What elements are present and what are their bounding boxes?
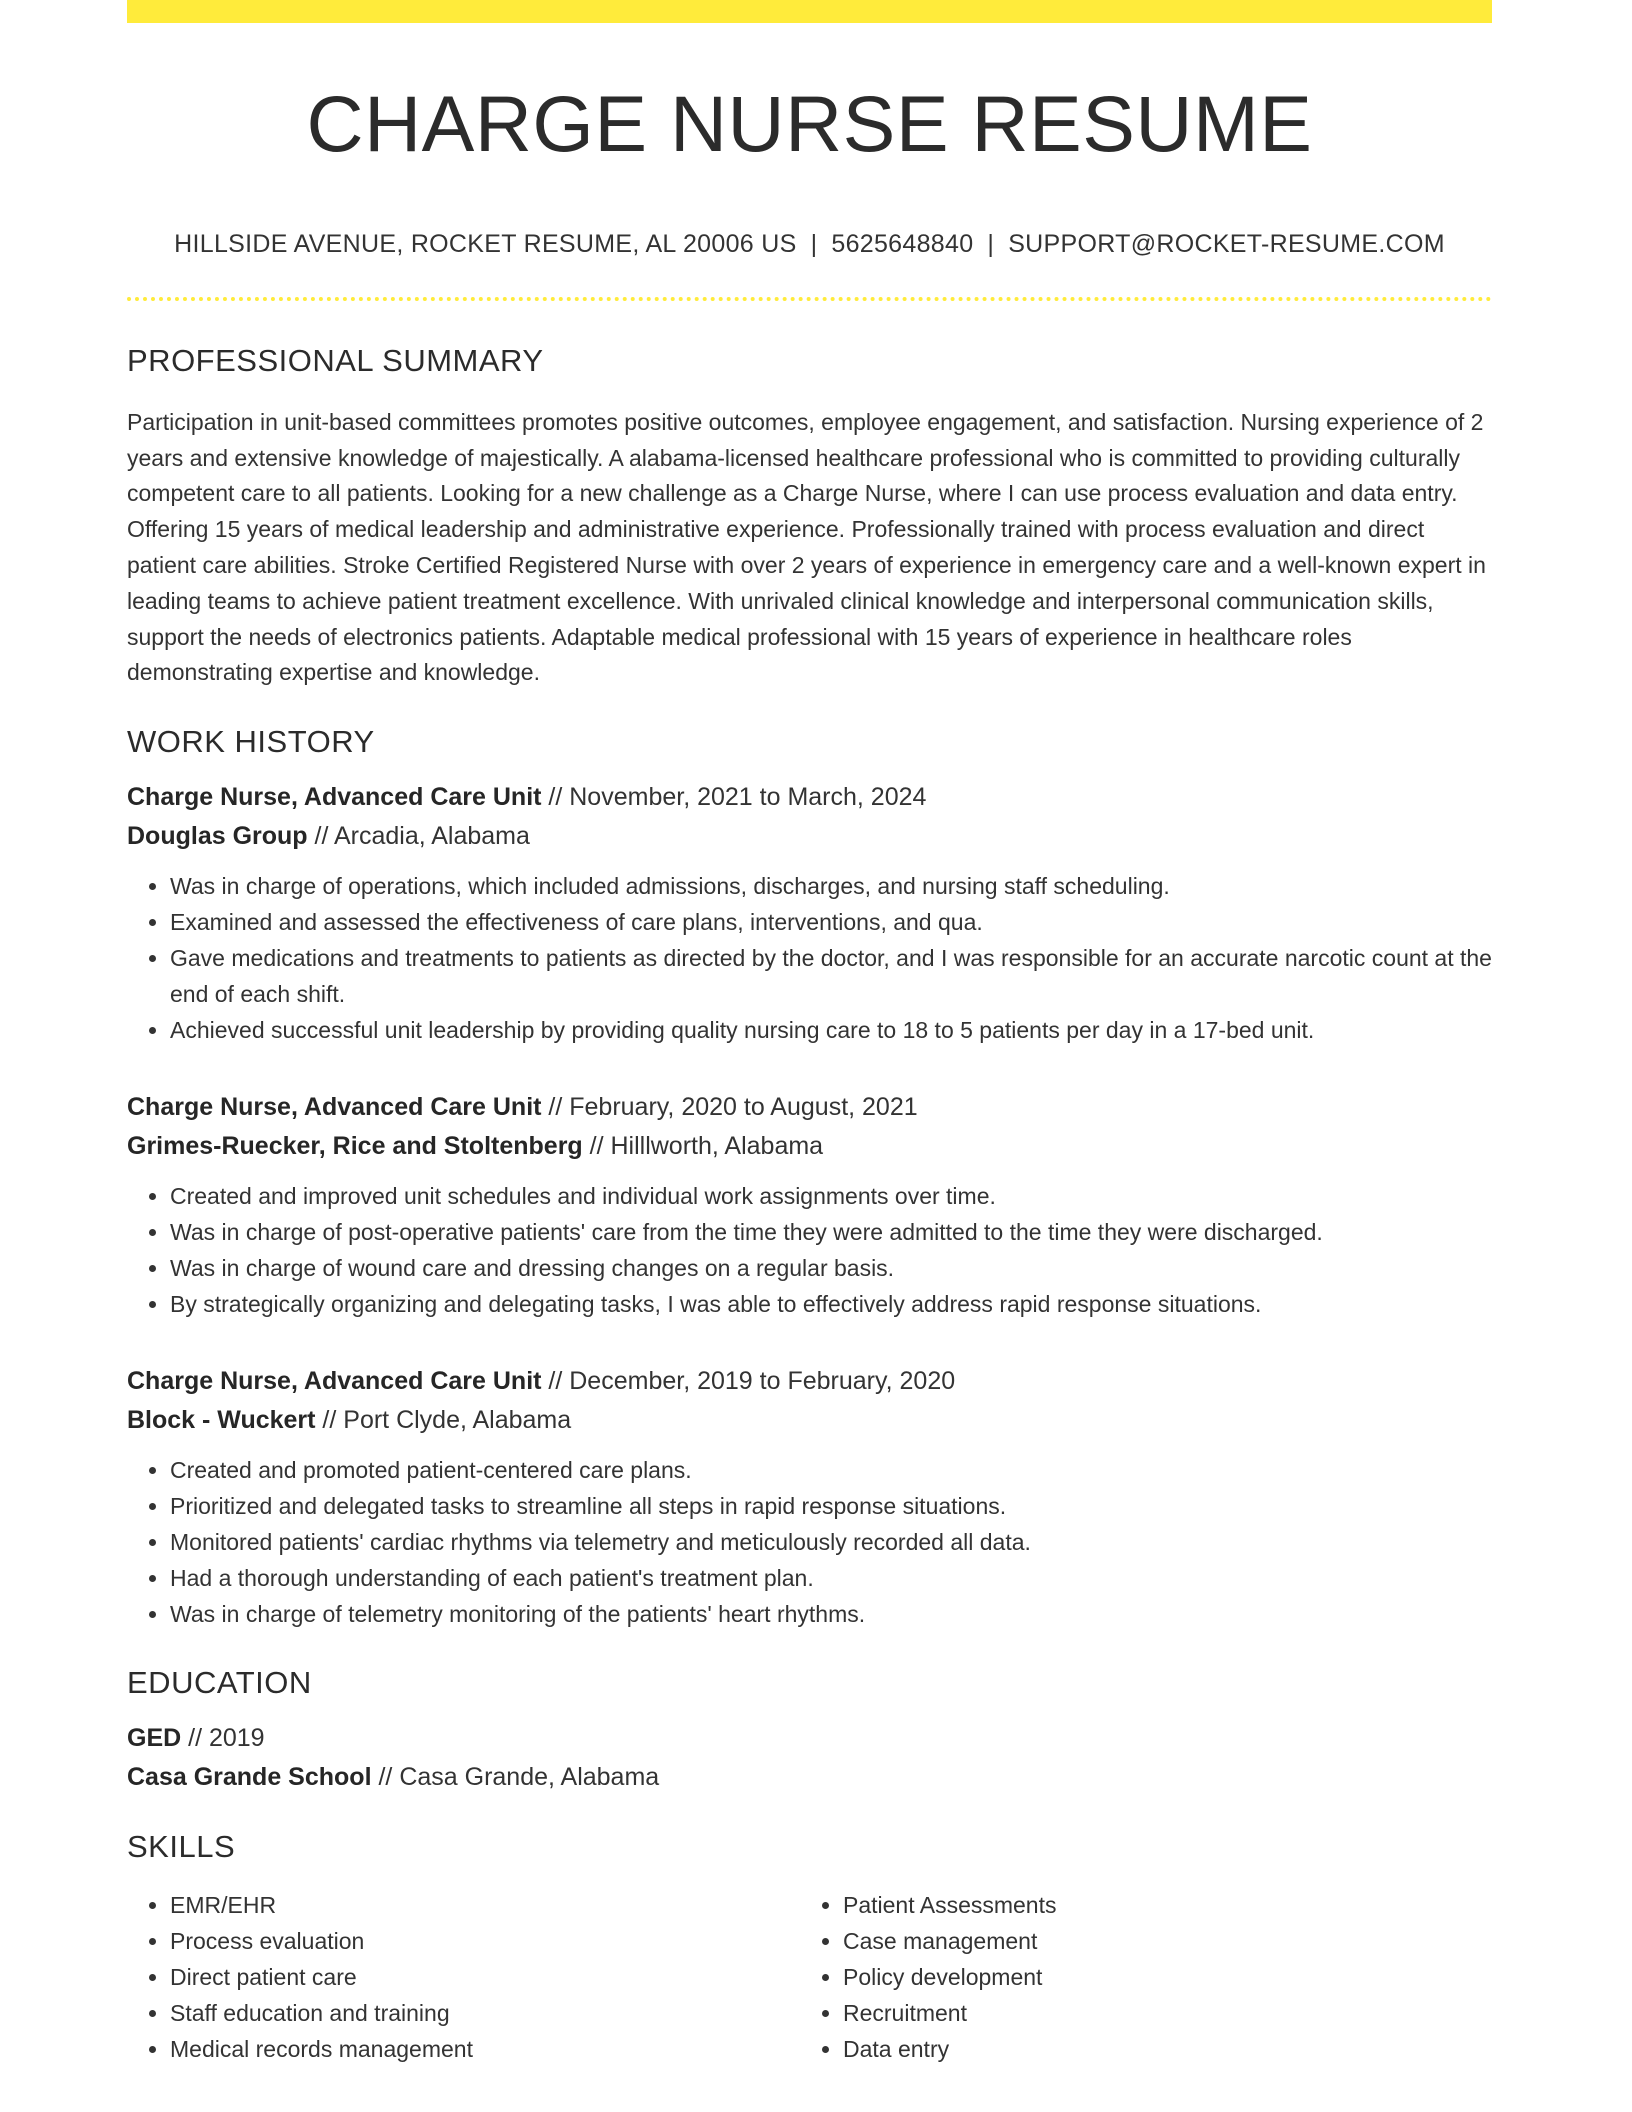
skill-item: • Staff education and training [170, 1995, 800, 2031]
education-entry [127, 1719, 1492, 1797]
job-dates: // November, 2021 to March, 2024 [541, 783, 927, 812]
school-location: // Casa Grande, Alabama [371, 1763, 660, 1792]
summary-heading: PROFESSIONAL SUMMARY [127, 342, 544, 378]
summary-text: Participation in unit-based committees promotes positive outcomes, employee engagement, and satisfaction. Nursing experience of 2 years and extensive knowledge of majestically. A alabama-licensed healthcare professional who is committed to providing culturally competent care to all patients. Looking for a new challenge as a Charge Nurse, where I can use process evaluation and data entry. Offering 15 years of medical leadership and administrative experience. Professionally trained with process evaluation and direct patient care abilities. Stroke Certified Registered Nurse with over 2 years of experience in emergency care and a well-known expert in leading teams to achieve patient treatment excellence. With unrivaled clinical knowledge and interpersonal communication skills, support the needs of electronics patients. Adaptable medical professional with 15 years of experience in healthcare roles demonstrating expertise and knowledge. [127, 408, 1486, 686]
job-entry [127, 778, 1492, 1048]
school: Casa Grande School [127, 1763, 372, 1792]
skill-item: • Patient Assessments [843, 1887, 1473, 1923]
skill-item: • Policy development [843, 1959, 1473, 1995]
job-location: // Hilllworth, Alabama [582, 1132, 824, 1161]
job-bullet: • Examined and assessed the effectiveness of care plans, interventions, and qua. [170, 904, 1492, 940]
separator: | [810, 229, 818, 258]
job-bullet: • Created and improved unit schedules and individual work assignments over time. [170, 1178, 1492, 1214]
skill-item: • Process evaluation [170, 1923, 800, 1959]
job-bullet: • Monitored patients' cardiac rhythms via telemetry and meticulously recorded all data. [170, 1524, 1492, 1560]
education-year: // 2019 [181, 1724, 265, 1753]
job-bullet: • By strategically organizing and delegating tasks, I was able to effectively address rapid response situations. [170, 1286, 1492, 1322]
job-role: Charge Nurse, Advanced Care Unit [127, 1367, 542, 1396]
job-bullet: • Was in charge of operations, which included admissions, discharges, and nursing staff scheduling. [170, 868, 1492, 904]
resume-title: CHARGE NURSE RESUME [306, 79, 1313, 168]
skill-item: • Medical records management [170, 2031, 800, 2067]
skill-item: • Recruitment [843, 1995, 1473, 2031]
job-dates: // December, 2019 to February, 2020 [541, 1367, 956, 1396]
skill-item: • Data entry [843, 2031, 1473, 2067]
job-entry [127, 1088, 1492, 1322]
job-bullets [127, 1452, 1492, 1632]
job-entry [127, 1362, 1492, 1632]
job-dates: // February, 2020 to August, 2021 [541, 1093, 918, 1122]
work-history-heading: WORK HISTORY [127, 724, 375, 760]
skill-item: • Direct patient care [170, 1959, 800, 1995]
dotted-divider [127, 297, 1492, 301]
job-bullet: • Prioritized and delegated tasks to streamline all steps in rapid response situations. [170, 1488, 1492, 1524]
phone[interactable]: 5625648840 [831, 229, 974, 258]
job-company: Douglas Group [127, 822, 308, 851]
skills-grid [127, 1887, 1492, 2067]
job-header [127, 778, 1492, 856]
job-header [127, 1088, 1492, 1166]
work-history-list [127, 778, 1492, 1632]
job-header [127, 1362, 1492, 1440]
job-bullet: • Had a thorough understanding of each patient's treatment plan. [170, 1560, 1492, 1596]
education-heading: EDUCATION [127, 1665, 312, 1701]
job-bullets [127, 868, 1492, 1048]
top-accent-bar [127, 0, 1492, 23]
job-bullet: • Was in charge of post-operative patients' care from the time they were admitted to the time they were discharged. [170, 1214, 1492, 1250]
job-bullet: • Created and promoted patient-centered care plans. [170, 1452, 1492, 1488]
address: HILLSIDE AVENUE, ROCKET RESUME, AL 20006 US [174, 229, 797, 258]
job-company: Grimes-Ruecker, Rice and Stoltenberg [127, 1132, 583, 1161]
job-bullet: • Was in charge of wound care and dressing changes on a regular basis. [170, 1250, 1492, 1286]
email[interactable]: SUPPORT@ROCKET-RESUME.COM [1008, 229, 1445, 258]
resume-page [127, 0, 1492, 2067]
job-company: Block - Wuckert [127, 1406, 316, 1435]
contact-line [127, 230, 1492, 259]
skills-column-left [127, 1887, 800, 2067]
job-location: // Arcadia, Alabama [307, 822, 530, 851]
degree: GED [127, 1724, 182, 1753]
job-role: Charge Nurse, Advanced Care Unit [127, 1093, 542, 1122]
skills-column-right [800, 1887, 1473, 2067]
job-role: Charge Nurse, Advanced Care Unit [127, 783, 542, 812]
separator: | [987, 229, 995, 258]
job-bullet: • Was in charge of telemetry monitoring of the patients' heart rhythms. [170, 1596, 1492, 1632]
skill-item: • EMR/EHR [170, 1887, 800, 1923]
skills-heading: SKILLS [127, 1829, 236, 1865]
job-location: // Port Clyde, Alabama [315, 1406, 572, 1435]
job-bullet: • Achieved successful unit leadership by providing quality nursing care to 18 to 5 patients per day in a 17-bed unit. [170, 1012, 1492, 1048]
job-bullet: • Gave medications and treatments to patients as directed by the doctor, and I was responsible for an accurate narcotic count at the end of each shift. [170, 940, 1492, 1012]
skill-item: • Case management [843, 1923, 1473, 1959]
job-bullets [127, 1178, 1492, 1322]
